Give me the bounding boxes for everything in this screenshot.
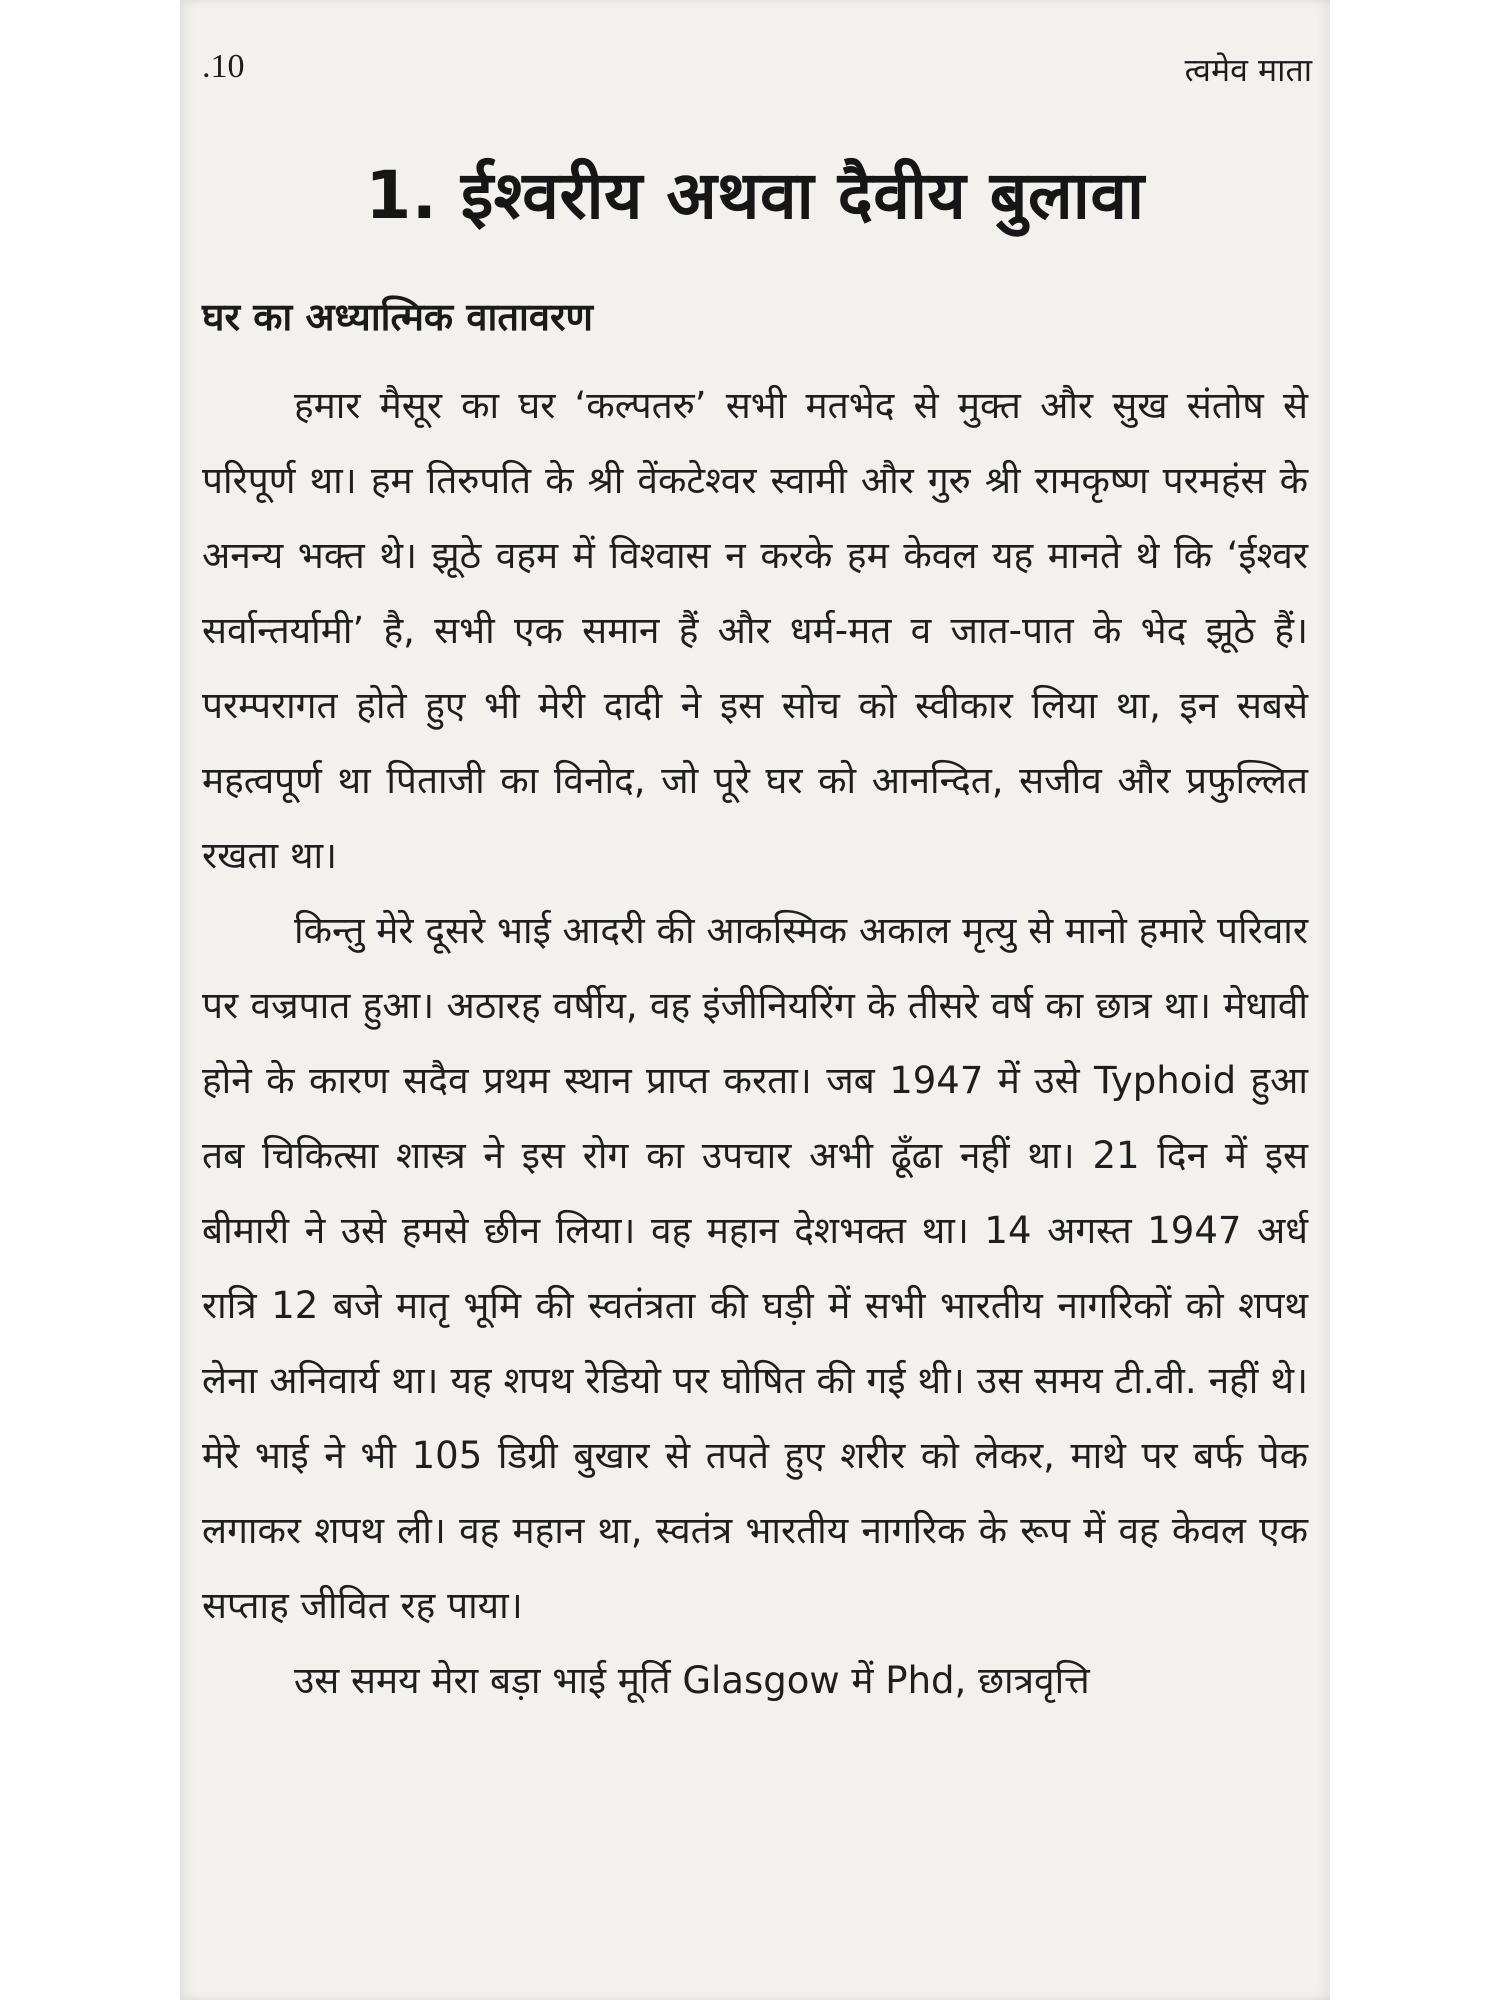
book-page bbox=[180, 0, 1330, 2000]
paragraph-2: किन्तु मेरे दूसरे भाई आदरी की आकस्मिक अकाल मृत्यु से मानो हमारे परिवार पर वज्रपात हुआ। अठारह वर्षीय, वह इंजीनियरिंग के तीसरे वर्ष का छात्र था। मेधावी होने के कारण सदैव प्रथम स्थान प्राप्त करता। जब 1947 में उसे Typhoid हुआ तब चिकित्सा शास्त्र ने इस रोग का उपचार अभी ढूँढा नहीं था। 21 दिन में इस बीमारी ने उसे हमसे छीन लिया। वह महान देशभक्त था। 14 अगस्त 1947 अर्ध रात्रि 12 बजे मातृ भूमि की स्वतंत्रता की घड़ी में सभी भारतीय नागरिकों को शपथ लेना अनिवार्य था। यह शपथ रेडियो पर घोषित की गई थी। उस समय टी.वी. नहीं थे। मेरे भाई ने भी 105 डिग्री बुखार से तपते हुए शरीर को लेकर, माथे पर बर्फ पेक लगाकर शपथ ली। वह महान था, स्वतंत्र भारतीय नागरिक के रूप में वह केवल एक सप्ताह जीवित रह पाया। bbox=[202, 909, 1308, 1627]
chapter-title: 1. ईश्वरीय अथवा दैवीय बुलावा bbox=[365, 157, 1145, 234]
running-header bbox=[180, 48, 1330, 98]
paragraph-1: हमार मैसूर का घर ‘कल्पतरु’ सभी मतभेद से मुक्त और सुख संतोष से परिपूर्ण था। हम तिरुपति के श्री वेंकटेश्वर स्वामी और गुरु श्री रामकृष्ण परमहंस के अनन्य भक्त थे। झूठे वहम में विश्वास न करके हम केवल यह मानते थे कि ‘ईश्वर सर्वान्तर्यामी’ है, सभी एक समान हैं और धर्म-मत व जात-पात के भेद झूठे हैं। परम्परागत होते हुए भी मेरी दादी ने इस सोच को स्वीकार लिया था, इन सबसे महत्वपूर्ण था पिताजी का विनोद, जो पूरे घर को आनन्दित, सजीव और प्रफुल्लित रखता था। bbox=[202, 384, 1308, 877]
body-text bbox=[202, 368, 1308, 1718]
paragraph-3: उस समय मेरा बड़ा भाई मूर्ति Glasgow में Phd, छात्रवृत्ति bbox=[294, 1659, 1090, 1702]
book-title: त्वमेव माता bbox=[1184, 51, 1312, 89]
page-number: .10 bbox=[202, 48, 245, 85]
section-heading: घर का अध्यात्मिक वातावरण bbox=[202, 295, 593, 339]
